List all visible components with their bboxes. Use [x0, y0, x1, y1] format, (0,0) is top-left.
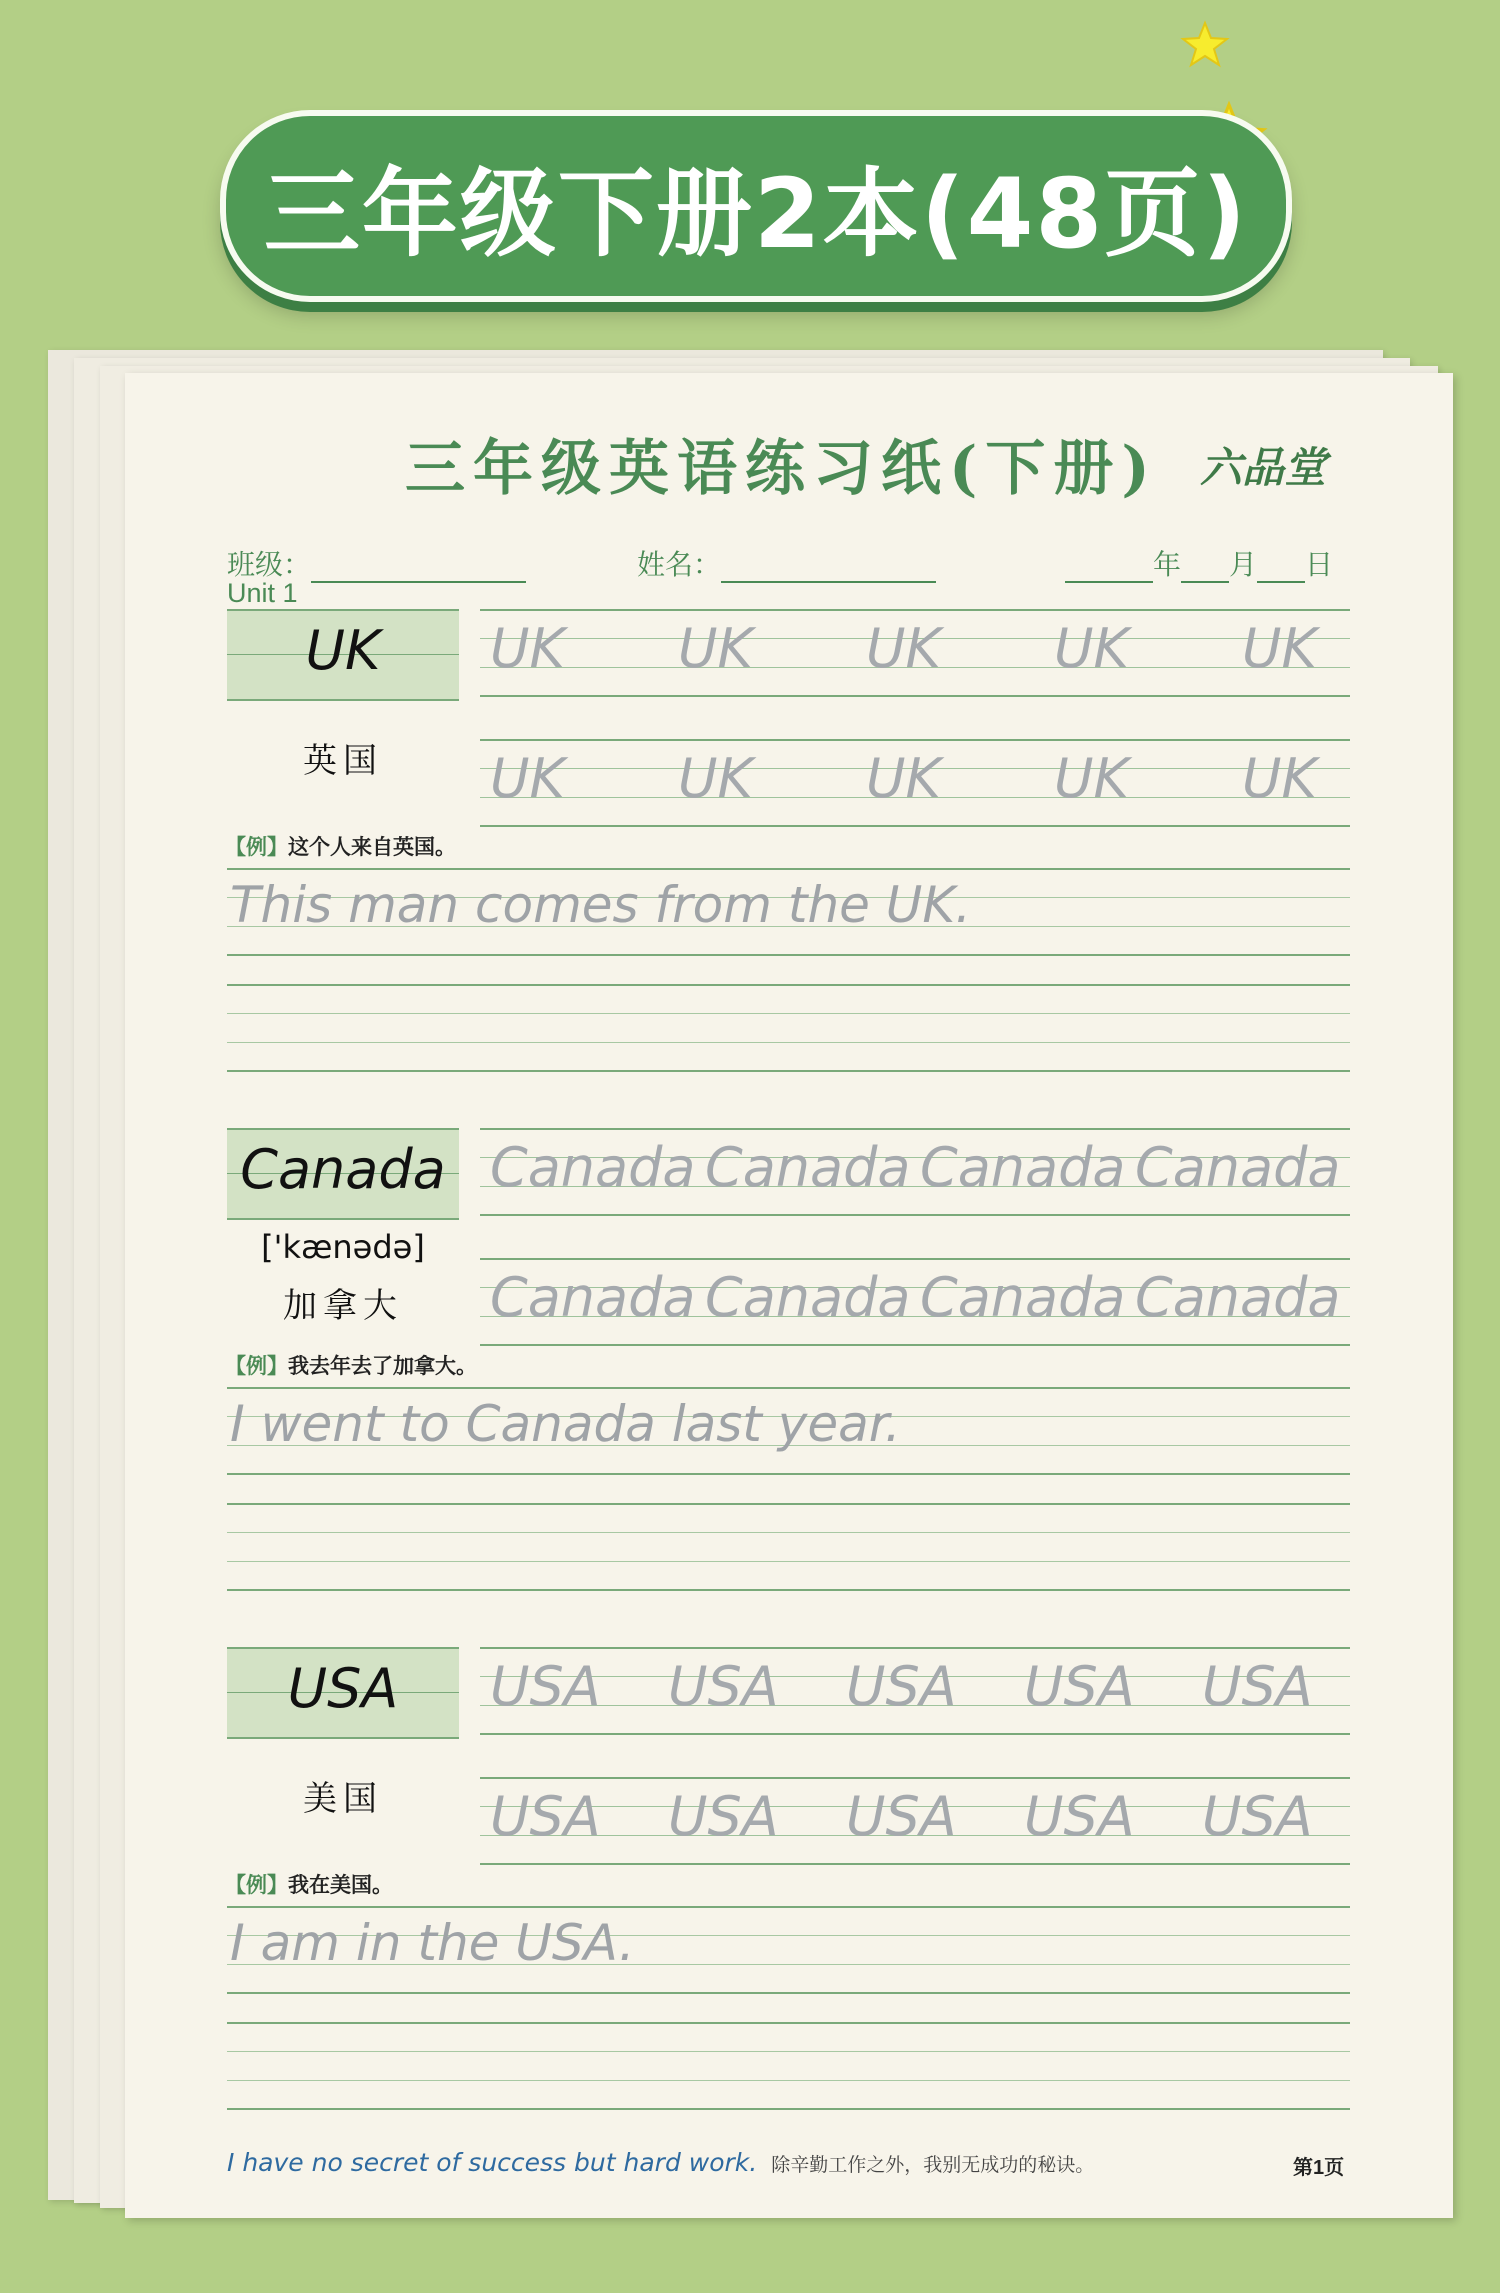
trace-word: UK — [678, 747, 753, 810]
trace-row — [480, 1258, 1350, 1346]
trace-word: Canada — [705, 1266, 911, 1329]
title-banner — [220, 110, 1292, 302]
trace-word: UK — [1242, 617, 1317, 680]
banner-title: 三年级下册2本(48页) — [263, 157, 1249, 270]
trace-row — [480, 739, 1350, 827]
word-chinese: 英国 — [303, 741, 383, 781]
trace-word: Canada — [490, 1266, 696, 1329]
brand-logo: 六品堂 — [1200, 443, 1327, 492]
star-icon — [1180, 20, 1230, 70]
trace-word: USA — [490, 1655, 601, 1718]
trace-word: USA — [1202, 1655, 1313, 1718]
footer-quote — [227, 2148, 1094, 2177]
footer-english: I have no secret of success but hard work. — [227, 2148, 758, 2177]
trace-row — [480, 1128, 1350, 1216]
example-sentence: I went to Canada last year. — [230, 1395, 901, 1453]
trace-word: UK — [866, 617, 941, 680]
unit-label: Unit 1 — [227, 578, 298, 608]
trace-word: Canada — [920, 1136, 1126, 1199]
word-text: UK — [305, 619, 381, 682]
trace-word: UK — [678, 617, 753, 680]
name-field: 姓名： — [637, 543, 936, 583]
trace-word: UK — [490, 747, 565, 810]
trace-word: UK — [1054, 747, 1129, 810]
footer-chinese: 除辛勤工作之外，我别无成功的秘诀。 — [771, 2154, 1095, 2176]
word-box — [227, 609, 459, 701]
trace-word: USA — [846, 1785, 957, 1848]
trace-word: UK — [1054, 617, 1129, 680]
trace-word: USA — [490, 1785, 601, 1848]
example-label: 【例】我去年去了加拿大。 — [225, 1353, 477, 1378]
example-sentence: I am in the USA. — [230, 1914, 635, 1972]
trace-word: Canada — [920, 1266, 1126, 1329]
trace-word: UK — [1242, 747, 1317, 810]
trace-word: Canada — [490, 1136, 696, 1199]
trace-word: Canada — [705, 1136, 911, 1199]
trace-row — [480, 1647, 1350, 1735]
word-phonetic: ['kænədə] — [261, 1228, 425, 1266]
word-text: USA — [287, 1657, 399, 1720]
trace-word: Canada — [1135, 1136, 1341, 1199]
page-number: 第1页 — [1293, 2157, 1345, 2179]
trace-word: USA — [1024, 1655, 1135, 1718]
word-chinese: 美国 — [303, 1779, 383, 1819]
trace-word: USA — [846, 1655, 957, 1718]
class-field: 班级： — [227, 543, 526, 583]
worksheet-page — [125, 373, 1453, 2218]
example-label: 【例】我在美国。 — [225, 1872, 393, 1897]
word-chinese: 加拿大 — [283, 1286, 403, 1326]
word-box — [227, 1128, 459, 1220]
trace-word: USA — [1202, 1785, 1313, 1848]
trace-word: USA — [1024, 1785, 1135, 1848]
trace-row — [480, 609, 1350, 697]
date-field: 年 月 日 — [1065, 543, 1333, 583]
example-sentence: This man comes from the UK. — [230, 876, 972, 934]
trace-word: UK — [866, 747, 941, 810]
trace-row — [480, 1777, 1350, 1865]
example-label: 【例】这个人来自英国。 — [225, 834, 456, 859]
trace-word: Canada — [1135, 1266, 1341, 1329]
page-title: 三年级英语练习纸(下册) — [405, 434, 1158, 504]
trace-word: USA — [668, 1655, 779, 1718]
trace-word: UK — [490, 617, 565, 680]
word-box — [227, 1647, 459, 1739]
trace-word: USA — [668, 1785, 779, 1848]
word-text: Canada — [240, 1138, 446, 1201]
